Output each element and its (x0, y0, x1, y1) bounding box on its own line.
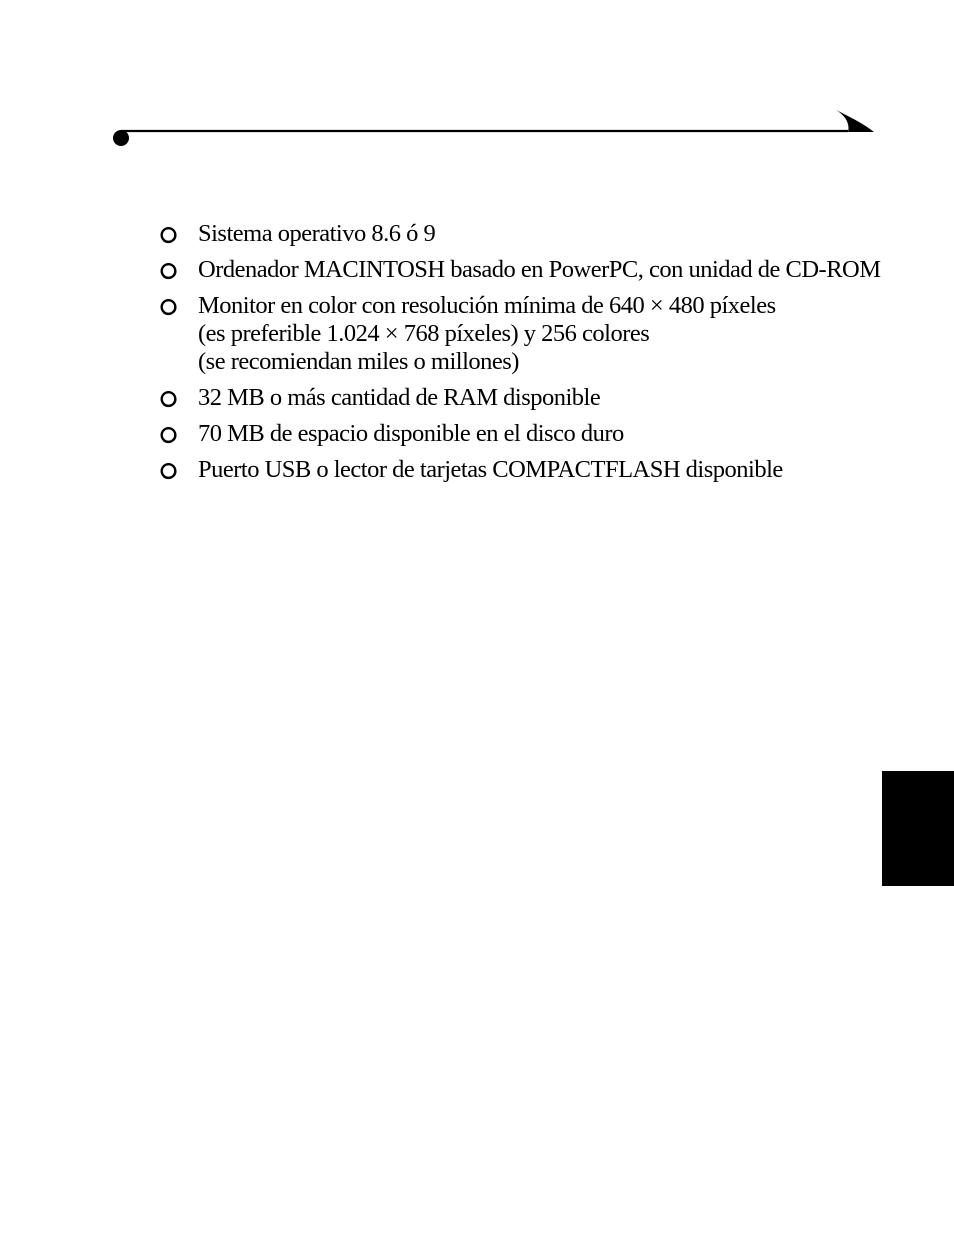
list-item (158, 384, 898, 412)
hollow-circle-bullet-icon (160, 262, 178, 280)
list-item-text: Monitor en color con resolución mínima de 640 × 480 píxeles (198, 292, 776, 319)
hollow-circle-bullet-icon (160, 426, 178, 444)
hollow-circle-bullet-icon (160, 462, 178, 480)
header-arrow-rule-icon (110, 108, 878, 150)
list-item-text: (es preferible 1.024 × 768 píxeles) y 256 colores (198, 320, 650, 347)
list-item-text: (se recomiendan miles o millones) (198, 348, 519, 375)
list-item (158, 292, 898, 376)
hollow-circle-bullet-icon (160, 390, 178, 408)
list-item (158, 220, 898, 248)
hollow-circle-bullet-icon (160, 226, 178, 244)
list-item (158, 420, 898, 448)
chapter-tab-marker (882, 771, 954, 886)
list-item-text: 70 MB de espacio disponible en el disco duro (198, 420, 624, 447)
system-requirements-list (158, 220, 898, 492)
list-item (158, 256, 898, 284)
list-item-text: Sistema operativo 8.6 ó 9 (198, 220, 436, 247)
list-item-text: Puerto USB o lector de tarjetas COMPACTFLASH disponible (198, 456, 783, 483)
list-item (158, 456, 898, 484)
list-item-text: Ordenador MACINTOSH basado en PowerPC, con unidad de CD-ROM (198, 256, 881, 283)
hollow-circle-bullet-icon (160, 298, 178, 316)
list-item-text: 32 MB o más cantidad de RAM disponible (198, 384, 601, 411)
